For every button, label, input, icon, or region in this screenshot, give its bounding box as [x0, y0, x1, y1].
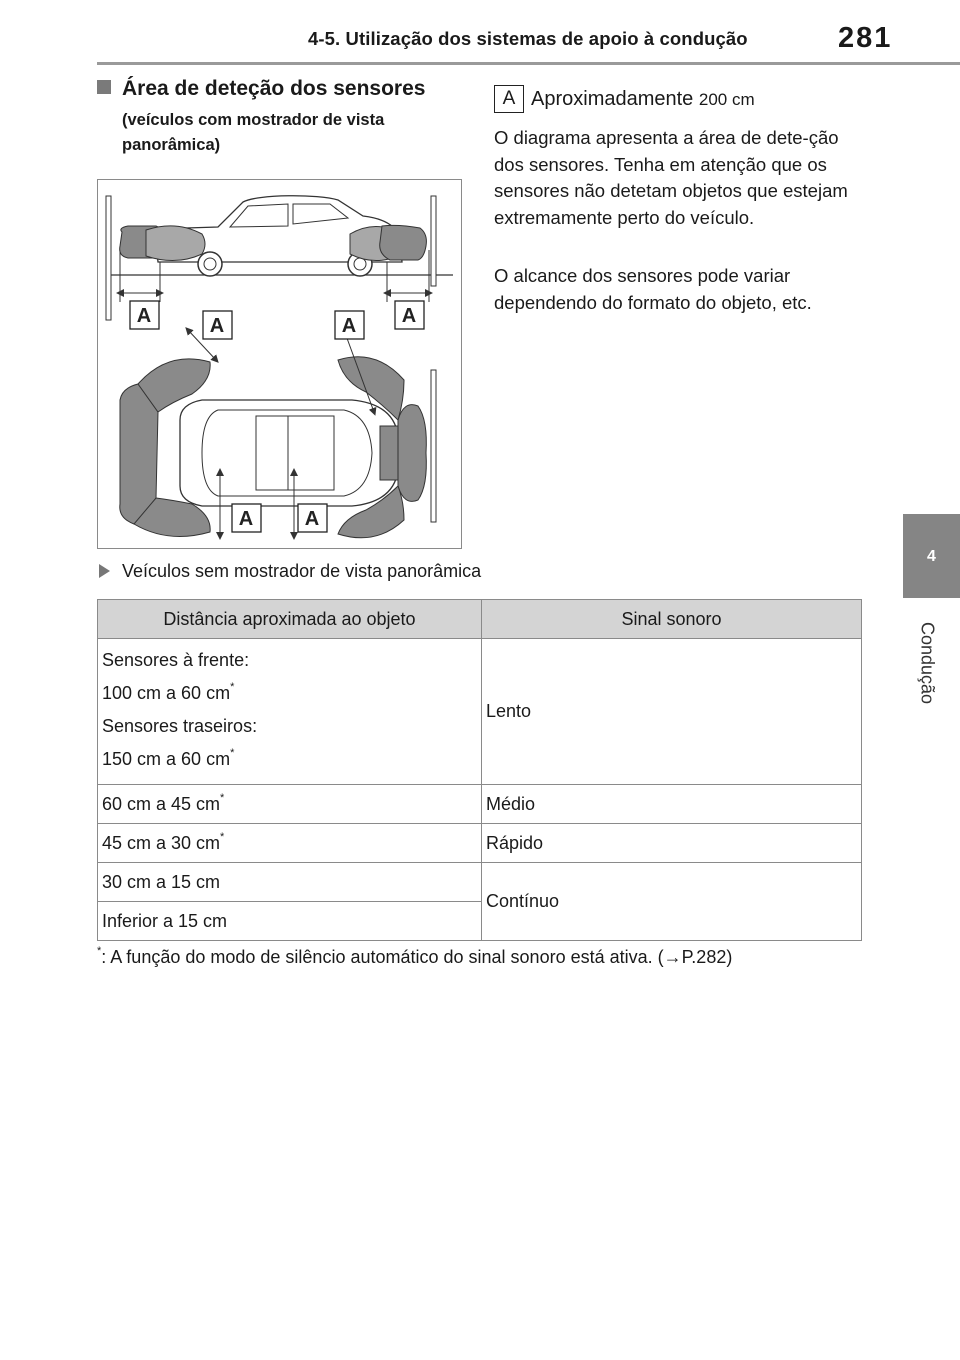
range-note: O alcance dos sensores pode variar dependendo do formato do objeto, etc. [494, 265, 812, 313]
front-sensors-range: 100 cm a 60 cm* [102, 681, 235, 703]
section-subtitle: (veículos com mostrador de vista panorâmica) [122, 111, 385, 154]
table-row [98, 639, 862, 785]
legend-marker-a: A [494, 85, 524, 113]
table-row [98, 863, 862, 902]
footnote-mark: * [97, 945, 102, 957]
column-header-distance: Distância aproximada ao objeto [98, 600, 482, 639]
table-cell-signal: Médio [482, 785, 862, 824]
section-title: Área de deteção dos sensores [122, 77, 426, 100]
front-sensors-label: Sensores à frente: [102, 650, 250, 670]
legend-description [531, 88, 755, 111]
marker-a-label: A [238, 508, 254, 530]
marker-a-label: A [401, 305, 417, 327]
chapter-tab-number: 4 [927, 548, 936, 565]
rear-sensors-range: 150 cm a 60 cm* [102, 747, 235, 769]
marker-a-label: A [136, 305, 152, 327]
sensor-area-diagram [97, 179, 462, 549]
footnote-text: : A função do modo de silêncio automático do sinal sonoro está ativa. ( [101, 947, 664, 967]
marker-a-label: A [304, 508, 320, 530]
buzzer-distance-table [97, 599, 862, 941]
marker-a-label: A [341, 315, 357, 337]
chapter-header: 4-5. Utilização dos sistemas de apoio à condução [308, 28, 748, 49]
chapter-side-label [912, 610, 942, 716]
table-cell-distance [98, 639, 482, 785]
marker-a-label: A [209, 315, 225, 337]
section-bullet-icon [97, 80, 111, 94]
page-number: 281 [838, 22, 893, 54]
table-cell-distance: 60 cm a 45 cm* [98, 785, 482, 824]
page-reference-link[interactable]: P.282) [681, 947, 733, 967]
table-header-row [98, 600, 862, 639]
triangle-bullet-icon [99, 564, 110, 578]
chapter-tab [903, 514, 960, 598]
table-cell-signal: Contínuo [482, 863, 862, 941]
diagram-explanation: O diagrama apresenta a área de dete-ção dos sensores. Tenha em atenção que os sensores não detetam objetos que estejam extremamente perto do veículo. [494, 127, 848, 228]
table-cell-distance: 30 cm a 15 cm [98, 863, 482, 902]
vehicle-variant-text: Veículos sem mostrador de vista panorâmica [122, 561, 482, 581]
legend-approx-label: Aproximadamente [531, 88, 694, 110]
table-cell-distance: 45 cm a 30 cm* [98, 824, 482, 863]
chapter-side-label-text: Condução [917, 621, 938, 705]
legend-value: 200 cm [698, 90, 755, 109]
arrow-icon: → [663, 947, 682, 967]
sensor-diagram-illustration [98, 180, 461, 548]
column-header-signal: Sinal sonoro [482, 600, 862, 639]
header-divider [97, 62, 960, 65]
rear-sensors-label: Sensores traseiros: [102, 716, 258, 736]
table-cell-distance: Inferior a 15 cm [98, 902, 482, 941]
table-row [98, 824, 862, 863]
vehicle-variant-bullet [99, 561, 481, 582]
table-row [98, 785, 862, 824]
table-cell-signal: Rápido [482, 824, 862, 863]
table-cell-signal: Lento [482, 639, 862, 785]
footnote [97, 947, 732, 968]
